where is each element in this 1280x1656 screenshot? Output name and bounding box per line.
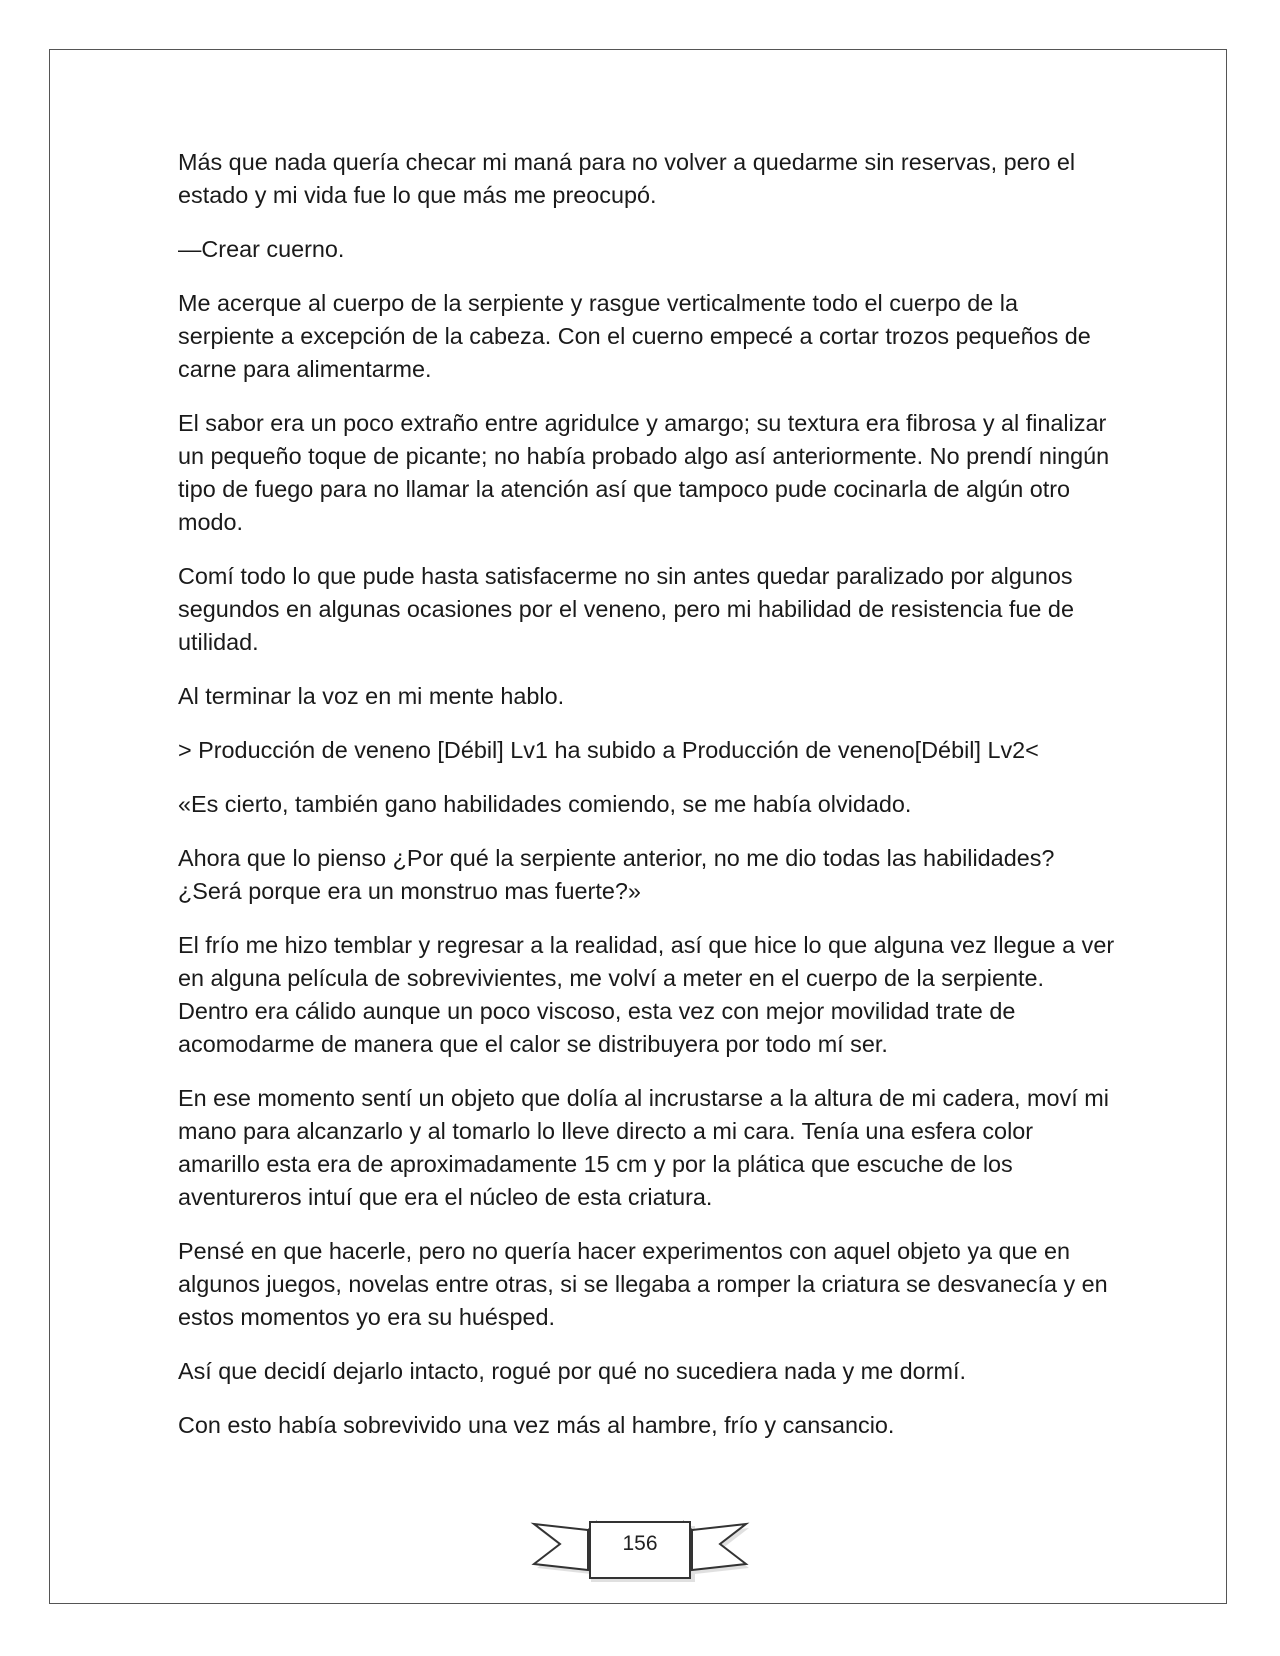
paragraph: En ese momento sentí un objeto que dolía al incrustarse a la altura de mi cadera, moví mi mano para alcanzarlo y al tomarlo lo lleve directo a mi cara. Tenía una esfera color amarillo esta era de aproximadamente 15 cm y por la plática que escuche de los aventureros intuí que era el núcleo de esta criatura. (178, 1085, 1109, 1210)
paragraph: Ahora que lo pienso ¿Por qué la serpiente anterior, no me dio todas las habilidades? ¿Será porque era un monstruo mas fuerte?» (178, 845, 1055, 904)
paragraph: Más que nada quería checar mi maná para no volver a quedarme sin reservas, pero el estado y mi vida fue lo que más me preocupó. (178, 149, 1076, 208)
paragraph: «Es cierto, también gano habilidades comiendo, se me había olvidado. (178, 791, 912, 817)
paragraph: Me acerque al cuerpo de la serpiente y rasgue verticalmente todo el cuerpo de la serpiente a excepción de la cabeza. Con el cuerno empecé a cortar trozos pequeños de carne para alimentarme. (178, 290, 1091, 382)
body-text (178, 146, 1118, 1463)
page-number-ribbon (530, 1518, 750, 1586)
paragraph: El frío me hizo temblar y regresar a la realidad, así que hice lo que alguna vez llegue a ver en alguna película de sobrevivientes, me volví a meter en el cuerpo de la serpiente. Dentro era cálido aunque un poco viscoso, esta vez con mejor movilidad trate de acomodarme de manera que el calor se distribuyera por todo mí ser. (178, 932, 1115, 1057)
paragraph: Con esto había sobrevivido una vez más al hambre, frío y cansancio. (178, 1412, 895, 1438)
paragraph: Así que decidí dejarlo intacto, rogué por qué no sucediera nada y me dormí. (178, 1358, 966, 1384)
paragraph: > Producción de veneno [Débil] Lv1 ha subido a Producción de veneno[Débil] Lv2< (178, 737, 1039, 763)
paragraph: Al terminar la voz en mi mente hablo. (178, 683, 565, 709)
page-number: 156 (622, 1532, 658, 1555)
paragraph: El sabor era un poco extraño entre agridulce y amargo; su textura era fibrosa y al finalizar un pequeño toque de picante; no había probado algo así anteriormente. No prendí ningún tipo de fuego para no llamar la atención así que tampoco pude cocinarla de algún otro modo. (178, 410, 1110, 535)
paragraph: Pensé en que hacerle, pero no quería hacer experimentos con aquel objeto ya que en algunos juegos, novelas entre otras, si se llegaba a romper la criatura se desvanecía y en estos momentos yo era su huésped. (178, 1238, 1108, 1330)
paragraph: Comí todo lo que pude hasta satisfacerme no sin antes quedar paralizado por algunos segundos en algunas ocasiones por el veneno, pero mi habilidad de resistencia fue de utilidad. (178, 563, 1074, 655)
paragraph: —Crear cuerno. (178, 236, 345, 262)
